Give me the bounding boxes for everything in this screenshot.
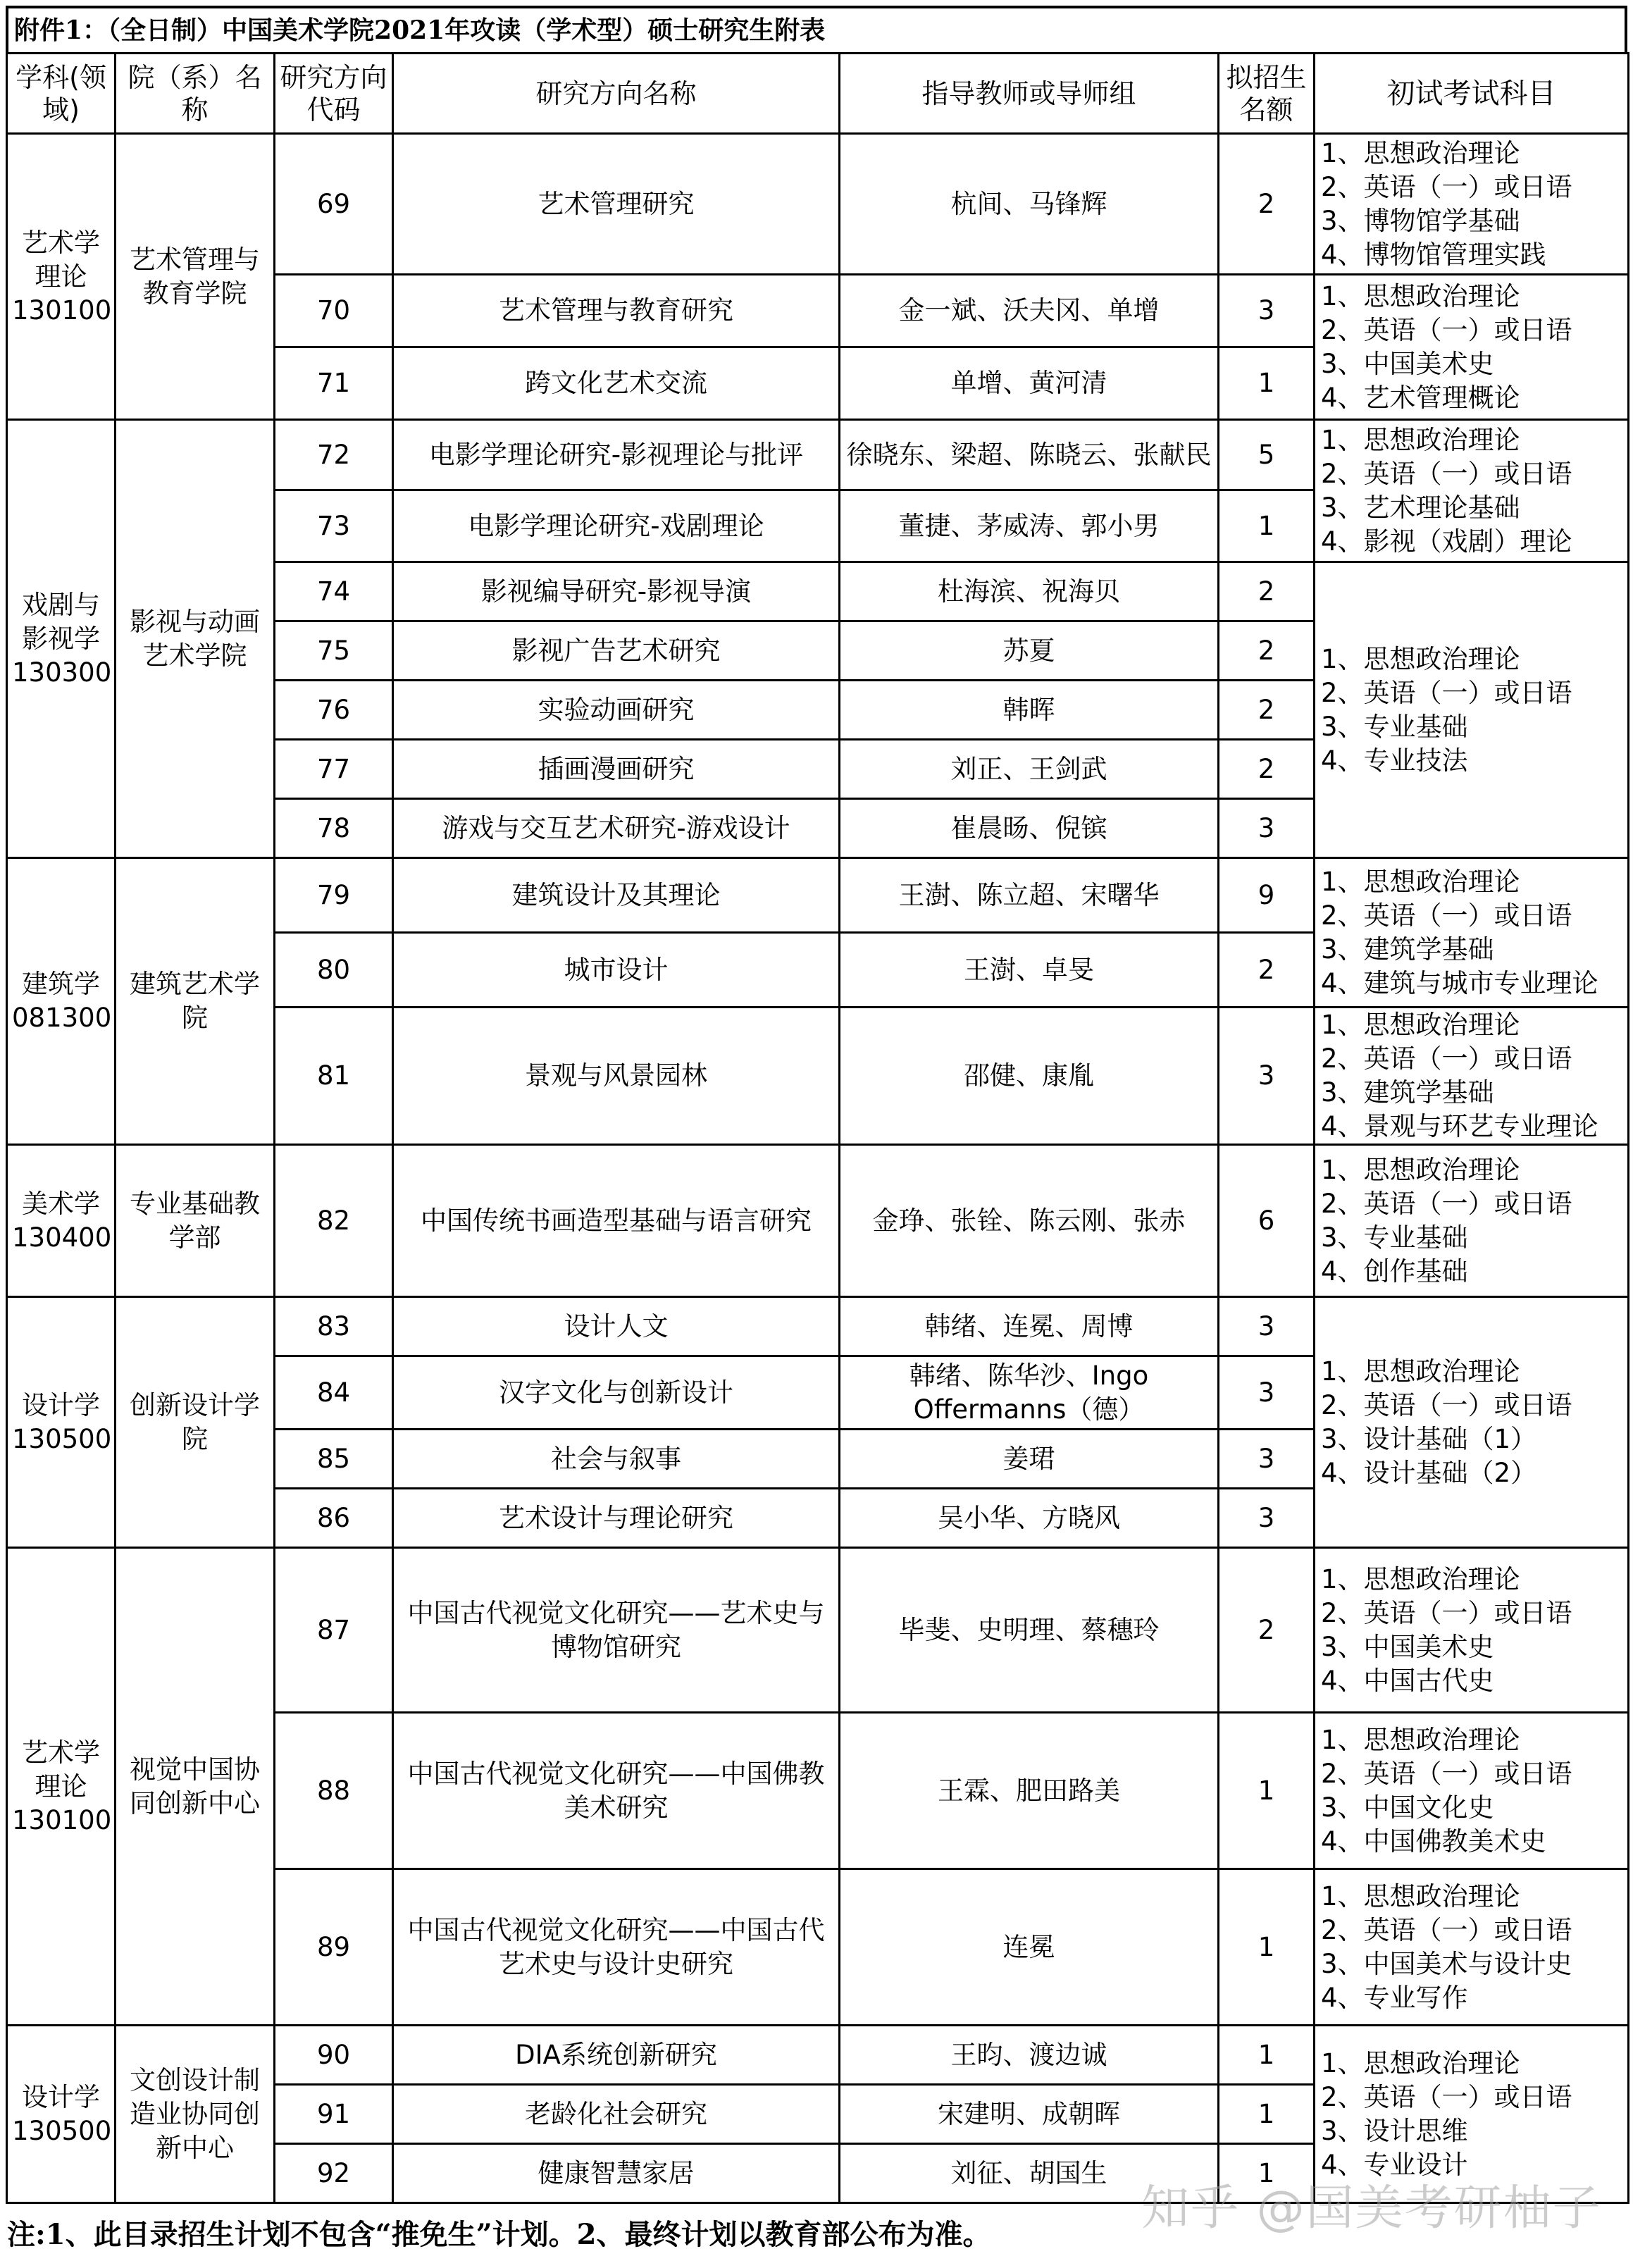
advisor-cell: 徐晓东、梁超、陈晓云、张献民 — [840, 420, 1219, 490]
direction-cell: 建筑设计及其理论 — [393, 858, 840, 933]
advisor-cell: 杜海滨、祝海贝 — [840, 562, 1219, 621]
exam-subject: 1、思想政治理论 — [1321, 643, 1520, 674]
code-cell: 78 — [275, 799, 393, 858]
direction-cell: DIA系统创新研究 — [393, 2026, 840, 2085]
exam-subject: 4、专业写作 — [1321, 1982, 1468, 2013]
header-exams: 初试考试科目 — [1315, 54, 1629, 134]
college-cell: 影视与动画艺术学院 — [116, 420, 275, 858]
header-code: 研究方向代码 — [275, 54, 393, 134]
code-cell: 70 — [275, 275, 393, 347]
advisor-cell: 邵健、康胤 — [840, 1008, 1219, 1145]
code-cell: 83 — [275, 1297, 393, 1356]
discipline-cell: 艺术学理论130100 — [7, 134, 116, 420]
exam-subject: 3、专业基础 — [1321, 711, 1468, 742]
advisor-cell: 连冕 — [840, 1869, 1219, 2026]
exam-subject: 2、英语（一）或日语 — [1321, 2081, 1572, 2112]
direction-cell: 跨文化艺术交流 — [393, 347, 840, 420]
advisor-cell: 苏夏 — [840, 621, 1219, 681]
quota-cell: 2 — [1219, 562, 1315, 621]
exam-subject: 1、思想政治理论 — [1321, 866, 1520, 897]
advisor-cell: 金琤、张铨、陈云刚、张赤 — [840, 1145, 1219, 1297]
discipline-cell: 艺术学理论130100 — [7, 1548, 116, 2026]
exam-subject: 4、艺术管理概论 — [1321, 382, 1520, 413]
code-cell: 77 — [275, 740, 393, 799]
exam-subject: 1、思想政治理论 — [1321, 280, 1520, 311]
quota-cell: 1 — [1219, 1713, 1315, 1869]
exam-subject: 2、英语（一）或日语 — [1321, 1389, 1572, 1420]
exam-subjects-cell — [1315, 1869, 1629, 2026]
table-row — [7, 134, 1629, 275]
exam-subject: 1、思想政治理论 — [1321, 1563, 1520, 1594]
header-college: 院（系）名称 — [116, 54, 275, 134]
exam-subject: 3、艺术理论基础 — [1321, 492, 1520, 523]
header-direction: 研究方向名称 — [393, 54, 840, 134]
college-cell: 专业基础教学部 — [116, 1145, 275, 1297]
table-row — [7, 1145, 1629, 1297]
exam-subject: 4、景观与环艺专业理论 — [1321, 1111, 1598, 1141]
code-cell: 79 — [275, 858, 393, 933]
code-cell: 82 — [275, 1145, 393, 1297]
exam-subject: 2、英语（一）或日语 — [1321, 314, 1572, 345]
direction-cell: 艺术设计与理论研究 — [393, 1489, 840, 1548]
document-frame — [6, 6, 1627, 2204]
advisor-cell: 王澍、卓旻 — [840, 933, 1219, 1008]
exam-subjects-cell — [1315, 1713, 1629, 1869]
exam-subject: 3、中国美术史 — [1321, 1631, 1494, 1662]
exam-subject: 4、专业技法 — [1321, 745, 1468, 776]
advisor-cell: 韩晖 — [840, 681, 1219, 740]
direction-cell: 汉字文化与创新设计 — [393, 1356, 840, 1430]
quota-cell: 1 — [1219, 2026, 1315, 2085]
advisor-cell: 刘正、王剑武 — [840, 740, 1219, 799]
table-row — [7, 420, 1629, 490]
code-cell: 84 — [275, 1356, 393, 1430]
quota-cell: 2 — [1219, 1548, 1315, 1713]
college-cell: 艺术管理与教育学院 — [116, 134, 275, 420]
college-cell: 建筑艺术学院 — [116, 858, 275, 1145]
quota-cell: 1 — [1219, 347, 1315, 420]
watermark-text: 知乎 @国美考研柚子 — [1141, 2181, 1602, 2236]
quota-cell: 3 — [1219, 1008, 1315, 1145]
advisor-cell: 韩绪、陈华沙、Ingo Offermanns（德） — [840, 1356, 1219, 1430]
exam-subject: 1、思想政治理论 — [1321, 2047, 1520, 2078]
college-cell: 文创设计制造业协同创新中心 — [116, 2026, 275, 2203]
advisor-cell: 杭间、马锋辉 — [840, 134, 1219, 275]
code-cell: 72 — [275, 420, 393, 490]
direction-cell: 健康智慧家居 — [393, 2144, 840, 2203]
exam-subject: 2、英语（一）或日语 — [1321, 1758, 1572, 1789]
exam-subject: 3、中国美术史 — [1321, 348, 1494, 379]
advisor-cell: 吴小华、方晓风 — [840, 1489, 1219, 1548]
code-cell: 81 — [275, 1008, 393, 1145]
exam-subject: 4、博物馆管理实践 — [1321, 239, 1546, 270]
code-cell: 92 — [275, 2144, 393, 2203]
exam-subjects-cell — [1315, 275, 1629, 420]
exam-subject: 1、思想政治理论 — [1321, 424, 1520, 455]
exam-subjects-cell — [1315, 134, 1629, 275]
quota-cell: 6 — [1219, 1145, 1315, 1297]
exam-subject: 4、中国古代史 — [1321, 1665, 1494, 1696]
enrollment-table — [6, 52, 1629, 2204]
exam-subject: 1、思想政治理论 — [1321, 1356, 1520, 1387]
quota-cell: 3 — [1219, 1356, 1315, 1430]
direction-cell: 影视编导研究-影视导演 — [393, 562, 840, 621]
quota-cell: 3 — [1219, 1430, 1315, 1489]
advisor-cell: 王昀、渡边诚 — [840, 2026, 1219, 2085]
quota-cell: 2 — [1219, 621, 1315, 681]
exam-subject: 3、建筑学基础 — [1321, 1077, 1494, 1108]
exam-subject: 3、设计基础（1） — [1321, 1423, 1537, 1454]
exam-subject: 4、专业设计 — [1321, 2149, 1468, 2180]
direction-cell: 艺术管理与教育研究 — [393, 275, 840, 347]
advisor-cell: 崔晨旸、倪镔 — [840, 799, 1219, 858]
table-row — [7, 1297, 1629, 1356]
exam-subjects-cell — [1315, 1297, 1629, 1548]
exam-subjects-cell — [1315, 1548, 1629, 1713]
advisor-cell: 王澍、陈立超、宋曙华 — [840, 858, 1219, 933]
exam-subject: 2、英语（一）或日语 — [1321, 1043, 1572, 1074]
exam-subject: 4、创作基础 — [1321, 1256, 1468, 1287]
direction-cell: 景观与风景园林 — [393, 1008, 840, 1145]
direction-cell: 影视广告艺术研究 — [393, 621, 840, 681]
code-cell: 76 — [275, 681, 393, 740]
exam-subjects-cell — [1315, 2026, 1629, 2203]
advisor-cell: 董捷、茅威涛、郭小男 — [840, 490, 1219, 562]
quota-cell: 3 — [1219, 799, 1315, 858]
exam-subjects-cell — [1315, 1008, 1629, 1145]
header-row — [7, 54, 1629, 134]
direction-cell: 实验动画研究 — [393, 681, 840, 740]
exam-subject: 1、思想政治理论 — [1321, 1724, 1520, 1755]
exam-subject: 3、中国美术与设计史 — [1321, 1948, 1572, 1979]
quota-cell: 3 — [1219, 1489, 1315, 1548]
discipline-cell: 设计学130500 — [7, 2026, 116, 2203]
code-cell: 73 — [275, 490, 393, 562]
direction-cell: 中国古代视觉文化研究——艺术史与博物馆研究 — [393, 1548, 840, 1713]
direction-cell: 社会与叙事 — [393, 1430, 840, 1489]
quota-cell: 2 — [1219, 134, 1315, 275]
quota-cell: 3 — [1219, 275, 1315, 347]
code-cell: 85 — [275, 1430, 393, 1489]
quota-cell: 1 — [1219, 1869, 1315, 2026]
code-cell: 74 — [275, 562, 393, 621]
advisor-cell: 姜珺 — [840, 1430, 1219, 1489]
code-cell: 87 — [275, 1548, 393, 1713]
discipline-cell: 设计学130500 — [7, 1297, 116, 1548]
quota-cell: 1 — [1219, 2085, 1315, 2144]
advisor-cell: 宋建明、成朝晖 — [840, 2085, 1219, 2144]
advisor-cell: 韩绪、连冕、周博 — [840, 1297, 1219, 1356]
code-cell: 71 — [275, 347, 393, 420]
code-cell: 88 — [275, 1713, 393, 1869]
discipline-cell: 建筑学081300 — [7, 858, 116, 1145]
direction-cell: 中国古代视觉文化研究——中国古代艺术史与设计史研究 — [393, 1869, 840, 2026]
discipline-cell: 戏剧与影视学130300 — [7, 420, 116, 858]
quota-cell: 9 — [1219, 858, 1315, 933]
exam-subject: 1、思想政治理论 — [1321, 137, 1520, 168]
header-discipline: 学科(领域) — [7, 54, 116, 134]
advisor-cell: 刘征、胡国生 — [840, 2144, 1219, 2203]
direction-cell: 电影学理论研究-戏剧理论 — [393, 490, 840, 562]
table-row — [7, 2026, 1629, 2085]
exam-subject: 2、英语（一）或日语 — [1321, 1188, 1572, 1219]
exam-subject: 2、英语（一）或日语 — [1321, 677, 1572, 708]
exam-subjects-cell — [1315, 420, 1629, 562]
exam-subject: 1、思想政治理论 — [1321, 1880, 1520, 1911]
direction-cell: 电影学理论研究-影视理论与批评 — [393, 420, 840, 490]
direction-cell: 设计人文 — [393, 1297, 840, 1356]
exam-subject: 4、影视（戏剧）理论 — [1321, 526, 1572, 557]
exam-subject: 3、建筑学基础 — [1321, 934, 1494, 965]
exam-subject: 3、博物馆学基础 — [1321, 205, 1520, 236]
exam-subject: 4、设计基础（2） — [1321, 1457, 1537, 1488]
advisor-cell: 毕斐、史明理、蔡穗玲 — [840, 1548, 1219, 1713]
header-advisor: 指导教师或导师组 — [840, 54, 1219, 134]
quota-cell: 1 — [1219, 490, 1315, 562]
quota-cell: 2 — [1219, 933, 1315, 1008]
college-cell: 视觉中国协同创新中心 — [116, 1548, 275, 2026]
code-cell: 90 — [275, 2026, 393, 2085]
advisor-cell: 单增、黄河清 — [840, 347, 1219, 420]
exam-subject: 2、英语（一）或日语 — [1321, 1597, 1572, 1628]
exam-subject: 2、英语（一）或日语 — [1321, 171, 1572, 202]
advisor-cell: 金一斌、沃夫冈、单增 — [840, 275, 1219, 347]
exam-subject: 2、英语（一）或日语 — [1321, 900, 1572, 931]
exam-subject: 4、建筑与城市专业理论 — [1321, 967, 1598, 998]
exam-subject: 1、思想政治理论 — [1321, 1154, 1520, 1185]
code-cell: 80 — [275, 933, 393, 1008]
direction-cell: 艺术管理研究 — [393, 134, 840, 275]
quota-cell: 3 — [1219, 1297, 1315, 1356]
code-cell: 86 — [275, 1489, 393, 1548]
direction-cell: 游戏与交互艺术研究-游戏设计 — [393, 799, 840, 858]
discipline-cell: 美术学130400 — [7, 1145, 116, 1297]
direction-cell: 插画漫画研究 — [393, 740, 840, 799]
direction-cell: 城市设计 — [393, 933, 840, 1008]
exam-subjects-cell — [1315, 1145, 1629, 1297]
exam-subject: 4、中国佛教美术史 — [1321, 1826, 1546, 1857]
code-cell: 75 — [275, 621, 393, 681]
code-cell: 91 — [275, 2085, 393, 2144]
header-quota: 拟招生名额 — [1219, 54, 1315, 134]
exam-subjects-cell — [1315, 562, 1629, 858]
code-cell: 89 — [275, 1869, 393, 2026]
college-cell: 创新设计学院 — [116, 1297, 275, 1548]
direction-cell: 中国传统书画造型基础与语言研究 — [393, 1145, 840, 1297]
advisor-cell: 王霖、肥田路美 — [840, 1713, 1219, 1869]
table-row — [7, 1548, 1629, 1713]
quota-cell: 2 — [1219, 740, 1315, 799]
quota-cell: 1 — [1219, 2144, 1315, 2203]
exam-subject: 3、专业基础 — [1321, 1222, 1468, 1253]
exam-subject: 2、英语（一）或日语 — [1321, 458, 1572, 489]
direction-cell: 老龄化社会研究 — [393, 2085, 840, 2144]
exam-subject: 3、中国文化史 — [1321, 1792, 1494, 1823]
direction-cell: 中国古代视觉文化研究——中国佛教美术研究 — [393, 1713, 840, 1869]
document-title: 附件1：（全日制）中国美术学院2021年攻读（学术型）硕士研究生附表 — [6, 6, 1627, 52]
quota-cell: 5 — [1219, 420, 1315, 490]
exam-subject: 2、英语（一）或日语 — [1321, 1914, 1572, 1945]
footnote: 注:1、此目录招生计划不包含“推免生”计划。2、最终计划以教育部公布为准。 — [7, 2218, 991, 2251]
exam-subject: 1、思想政治理论 — [1321, 1010, 1520, 1040]
exam-subjects-cell — [1315, 858, 1629, 1008]
quota-cell: 2 — [1219, 681, 1315, 740]
exam-subject: 3、设计思维 — [1321, 2115, 1468, 2146]
code-cell: 69 — [275, 134, 393, 275]
table-row — [7, 858, 1629, 933]
